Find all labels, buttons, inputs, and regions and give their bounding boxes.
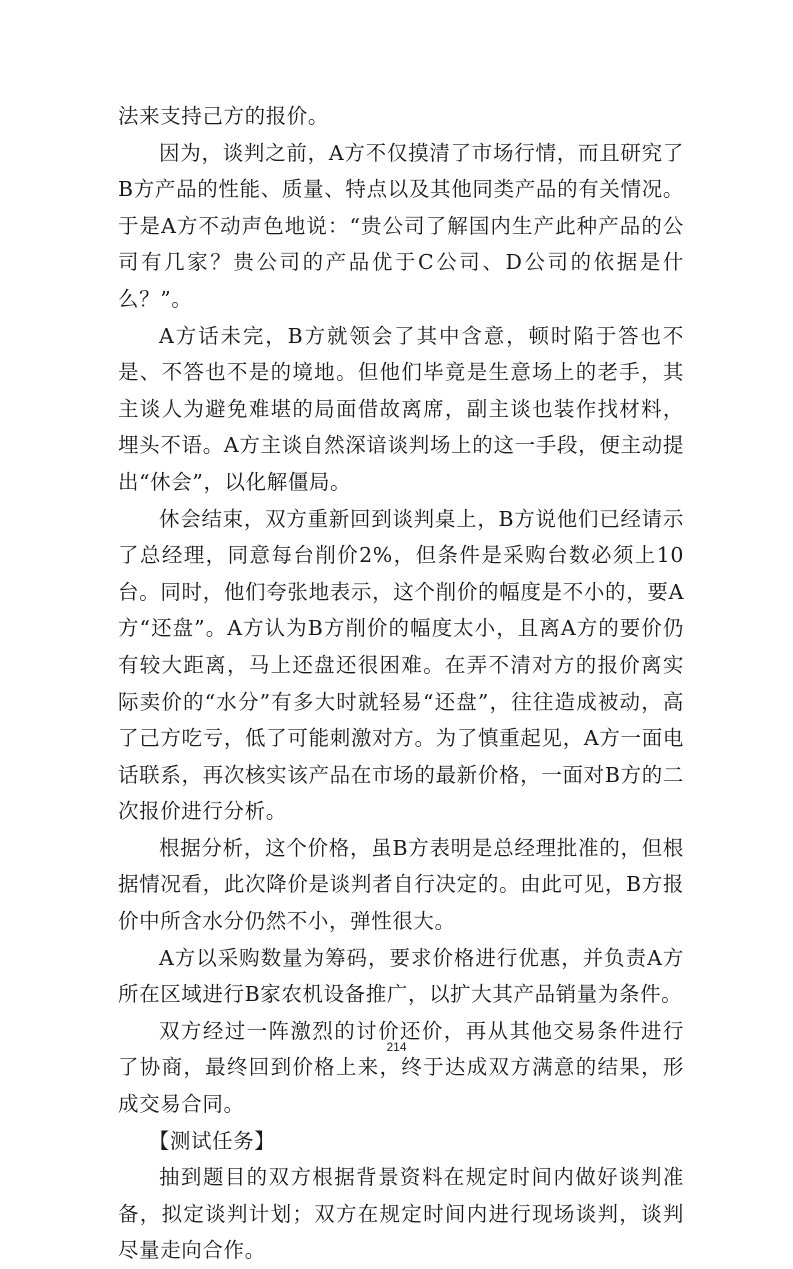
paragraph-continuation: 法来支持己方的报价。: [118, 104, 329, 128]
page-number: 214: [386, 1040, 407, 1054]
section-heading: 【测试任务】: [148, 1128, 276, 1153]
paragraph-background: 因为，谈判之前，A方不仅摸清了市场行情，而且研究了B方产品的性能、质量、特点以及其他同类产品的有关情况。于是A方不动声色地说：“贵公司了解国内生产此种产品的公司有几家？贵公司的产品优于C公司、D公司的依据是什么？”。: [118, 140, 684, 311]
paragraph-leverage: A方以采购数量为筹码，要求价格进行优惠，并负责A方所在区域进行B家农机设备推广，以扩大其产品销量为条件。: [118, 945, 684, 1007]
paragraph-analysis: 根据分析，这个价格，虽B方表明是总经理批准的，但根据情况看，此次降价是谈判者自行决定的。由此可见，B方报价中所含水分仍然不小，弹性很大。: [118, 835, 684, 934]
paragraph-agreement: 双方经过一阵激烈的讨价还价，再从其他交易条件进行了协商，最终回到价格上来，终于达成双方满意的结果，形成交易合同。: [118, 1018, 684, 1117]
document-body: [118, 98, 684, 1269]
paragraph-counteroffer: 休会结束，双方重新回到谈判桌上，B方说他们已经请示了总经理，同意每台削价2%，但条件是采购台数必须上10台。同时，他们夸张地表示，这个削价的幅度是不小的，要A方“还盘”。A方认为B方削价的幅度太小，且离A方的要价仍有较大距离，马上还盘还很困难。在弄不清对方的报价离实际卖价的“水分”有多大时就轻易“还盘”，往往造成被动，高了己方吃亏，低了可能刺激对方。为了慎重起见，A方一面电话联系，再次核实该产品在市场的最新价格，一面对B方的二次报价进行分析。: [118, 506, 684, 824]
paragraph-recess: A方话未完，B方就领会了其中含意，顿时陷于答也不是、不答也不是的境地。但他们毕竟是生意场上的老手，其主谈人为避免难堪的局面借故离席，副主谈也装作找材料，埋头不语。A方主谈自然深谙谈判场上的这一手段，便主动提出“休会”，以化解僵局。: [118, 323, 684, 494]
paragraph-task: 抽到题目的双方根据背景资料在规定时间内做好谈判准备，拟定谈判计划；双方在规定时间内进行现场谈判，谈判尽量走向合作。: [118, 1165, 684, 1263]
